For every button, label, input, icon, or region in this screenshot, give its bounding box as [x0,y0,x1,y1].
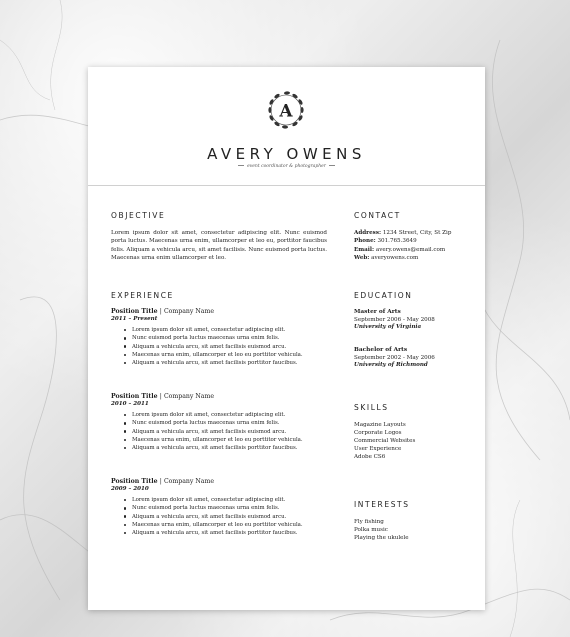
job-title-line [111,393,341,401]
contact-block [354,229,482,263]
list-item: Maecenas urna enim, ullamcorper et leo eu porttitor vehicula. [122,436,341,444]
degree-dates: September 2006 - May 2008 [354,316,435,323]
education-heading: EDUCATION [354,291,413,300]
objective-heading: OBJECTIVE [111,211,166,220]
degree: Master of Arts [354,309,401,315]
job-company: Company Name [163,478,215,485]
job-separator: | [159,393,162,400]
list-item: Aliquam a vehicula arcu, sit amet facilisis porttitor faucibus. [122,359,341,367]
monogram-letter: A [279,101,293,122]
school: University of Virginia [354,324,422,331]
web-value: averyowens.com [371,255,419,262]
degree: Bachelor of Arts [354,347,408,353]
job-bullets [122,496,341,537]
objective-text: Lorem ipsum dolor sit amet, consectetur adipiscing elit. Nunc euismod porta luctus. Maecenas urna enim, ullamcorper et leo eu, porttitor faucibus felis. Aliquam a vehicula arcu, sit amet facilisis. Nunc euismod porta luctus. Maecenas urna enim ullamcorper et leo. [111,230,327,262]
skills-heading: SKILLS [354,403,389,412]
interests-heading: INTERESTS [354,500,410,509]
job-separator: | [159,478,162,485]
list-item: User Experience [354,446,402,453]
list-item: Lorem ipsum dolor sit amet, consectetur adipiscing elit. [122,496,341,504]
contact-email [354,246,482,254]
list-item: Lorem ipsum dolor sit amet, consectetur adipiscing elit. [122,411,341,419]
web-label: Web: [354,255,370,262]
list-item: Maecenas urna enim, ullamcorper et leo eu porttitor vehicula. [122,351,341,359]
education-entry [354,347,482,370]
job-entry [111,308,341,367]
list-item: Lorem ipsum dolor sit amet, consectetur adipiscing elit. [122,326,341,334]
job-bullets [122,411,341,452]
contact-web [354,254,482,262]
resume-sheet [88,67,485,610]
laurel-monogram-icon [263,87,309,133]
job-title: Position Title [111,308,158,315]
job-company: Company Name [163,308,215,315]
contact-phone [354,237,482,245]
address-value: 1234 Street, City, St Zip [382,230,452,236]
list-item: Adobe CS6 [354,454,386,461]
list-item: Nunc euismod porta luctus maecenas urna enim felis. [122,419,341,427]
candidate-name: AVERY OWENS [207,145,366,163]
school: University of Richmond [354,362,428,369]
list-item: Playing the ukulele [354,535,409,542]
list-item: Nunc euismod porta luctus maecenas urna enim felis. [122,334,341,342]
list-item: Aliquam a vehicula arcu, sit amet facilisis euismod arcu. [122,513,341,521]
list-item: Magazine Layouts [354,422,406,428]
list-item: Aliquam a vehicula arcu, sit amet facilisis porttitor faucibus. [122,444,341,452]
list-item: Aliquam a vehicula arcu, sit amet facilisis euismod arcu. [122,343,341,351]
candidate-tagline [88,164,485,169]
job-separator: | [159,308,162,315]
job-entry [111,393,341,452]
job-dates: 2010 – 2011 [111,401,149,407]
job-dates: 2009 – 2010 [111,486,149,492]
phone-value: 301.765.3649 [377,238,417,245]
header-divider [88,185,485,186]
list-item: Fly fishing [354,519,384,525]
experience-heading: EXPERIENCE [111,291,174,300]
contact-heading: CONTACT [354,211,401,220]
job-title-line [111,478,341,486]
job-title-line [111,308,341,316]
interests-list [354,518,482,542]
list-item: Nunc euismod porta luctus maecenas urna enim felis. [122,504,341,512]
list-item: Polka music [354,527,388,534]
phone-label: Phone: [354,238,376,245]
list-item: Aliquam a vehicula arcu, sit amet facilisis porttitor faucibus. [122,529,341,537]
job-entry [111,478,341,537]
email-value: avery.owens@email.com [375,246,446,253]
list-item: Commercial Websites [354,438,416,445]
job-title: Position Title [111,478,158,485]
education-entry [354,309,482,332]
email-label: Email: [354,246,375,253]
job-dates: 2011 – Present [111,316,158,322]
address-label: Address: [354,230,382,236]
job-company: Company Name [163,393,215,400]
job-bullets [122,326,341,367]
contact-address [354,229,482,237]
tagline-text: event coordinator & photographer [247,164,326,169]
skills-list [354,421,482,461]
list-item: Corporate Logos [354,430,402,437]
list-item: Aliquam a vehicula arcu, sit amet facilisis euismod arcu. [122,428,341,436]
list-item: Maecenas urna enim, ullamcorper et leo eu porttitor vehicula. [122,521,341,529]
job-title: Position Title [111,393,158,400]
degree-dates: September 2002 - May 2006 [354,354,435,361]
